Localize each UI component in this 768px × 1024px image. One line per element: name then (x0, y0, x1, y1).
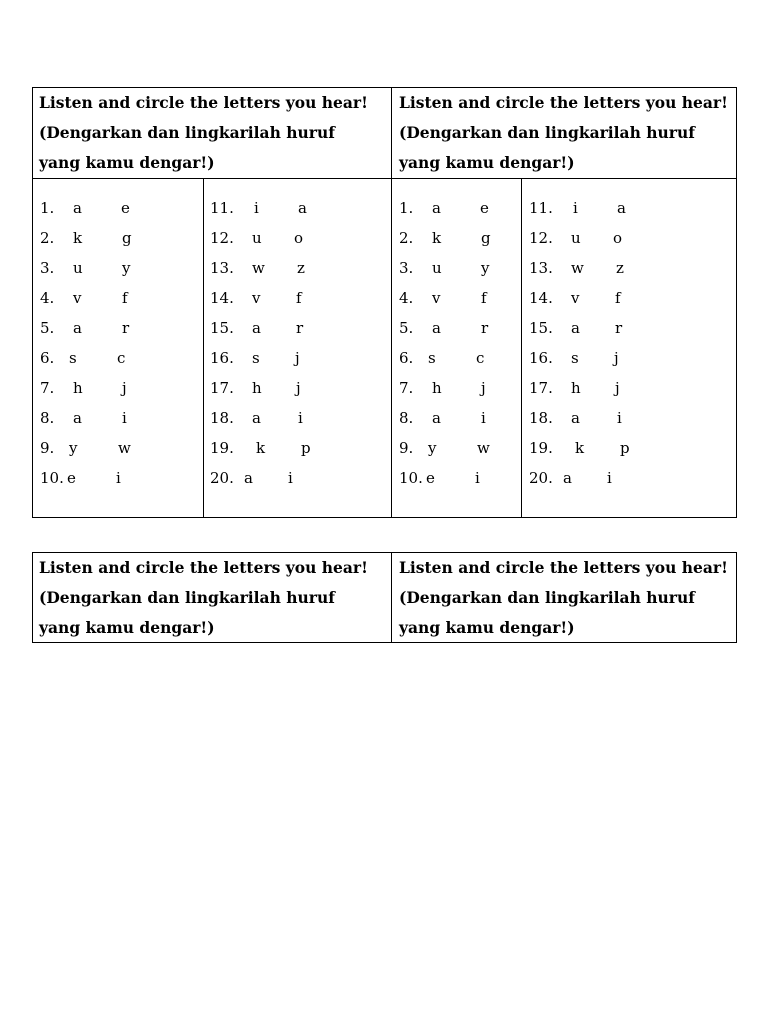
letter-option-a[interactable]: k (256, 439, 266, 457)
item-number: 19. (529, 439, 553, 457)
letter-option-b[interactable]: y (122, 259, 131, 277)
letter-option-a[interactable]: u (252, 229, 262, 247)
instruction-line-1: Listen and circle the letters you hear! (399, 558, 728, 577)
letter-option-a[interactable]: a (432, 199, 441, 217)
item-number: 16. (529, 349, 553, 367)
letter-option-a[interactable]: a (252, 319, 261, 337)
letter-option-b[interactable]: r (296, 319, 304, 337)
letter-option-a[interactable]: s (571, 349, 579, 367)
letter-option-b[interactable]: j (615, 379, 620, 397)
item-number: 17. (210, 379, 234, 397)
letter-option-a[interactable]: a (563, 469, 572, 487)
letter-option-b[interactable]: i (288, 469, 293, 487)
instruction-right (399, 553, 728, 643)
letter-option-a[interactable]: w (571, 259, 584, 277)
item-number: 5. (399, 319, 414, 337)
letter-option-b[interactable]: p (620, 439, 630, 457)
item-number: 11. (529, 199, 553, 217)
letter-option-b[interactable]: z (297, 259, 305, 277)
letter-option-b[interactable]: r (122, 319, 130, 337)
letter-option-a[interactable]: v (571, 289, 580, 307)
letter-option-a[interactable]: s (252, 349, 260, 367)
instruction-line-1: Listen and circle the letters you hear! (39, 93, 368, 112)
letter-option-a[interactable]: s (428, 349, 436, 367)
header-divider (33, 178, 736, 179)
item-number: 6. (399, 349, 414, 367)
letter-option-a[interactable]: a (432, 319, 441, 337)
instruction-line-3: yang kamu dengar!) (399, 618, 575, 637)
item-number: 13. (210, 259, 234, 277)
letter-option-b[interactable]: r (615, 319, 623, 337)
item-number: 3. (40, 259, 55, 277)
instruction-line-2: (Dengarkan dan lingkarilah huruf (39, 123, 335, 142)
letter-option-a[interactable]: h (432, 379, 442, 397)
letter-option-b[interactable]: i (116, 469, 121, 487)
letter-option-a[interactable]: v (252, 289, 261, 307)
letter-option-a[interactable]: u (73, 259, 83, 277)
letter-option-a[interactable]: v (73, 289, 82, 307)
item-number: 14. (529, 289, 553, 307)
item-number: 9. (399, 439, 414, 457)
letter-option-b[interactable]: f (481, 289, 487, 307)
item-number: 20. (529, 469, 553, 487)
item-number: 3. (399, 259, 414, 277)
letter-option-a[interactable]: s (69, 349, 77, 367)
item-number: 20. (210, 469, 234, 487)
letter-option-a[interactable]: y (428, 439, 437, 457)
item-number: 4. (40, 289, 55, 307)
letter-option-b[interactable]: y (481, 259, 490, 277)
letter-option-a[interactable]: w (252, 259, 265, 277)
worksheet-table-2 (32, 552, 737, 643)
item-number: 11. (210, 199, 234, 217)
letter-option-b[interactable]: j (614, 349, 619, 367)
letter-option-b[interactable]: r (481, 319, 489, 337)
letter-option-b[interactable]: i (481, 409, 486, 427)
instruction-line-1: Listen and circle the letters you hear! (399, 93, 728, 112)
letter-option-b[interactable]: f (296, 289, 302, 307)
item-number: 9. (40, 439, 55, 457)
letter-option-b[interactable]: f (615, 289, 621, 307)
item-number: 15. (529, 319, 553, 337)
item-number: 14. (210, 289, 234, 307)
item-number: 10. (40, 469, 64, 487)
letter-option-a[interactable]: h (73, 379, 83, 397)
letter-option-b[interactable]: c (117, 349, 126, 367)
item-number: 1. (399, 199, 414, 217)
item-number: 5. (40, 319, 55, 337)
instruction-line-3: yang kamu dengar!) (399, 153, 575, 172)
item-number: 8. (399, 409, 414, 427)
letter-option-a[interactable]: a (73, 319, 82, 337)
item-number: 7. (399, 379, 414, 397)
item-number: 8. (40, 409, 55, 427)
letter-option-a[interactable]: k (432, 229, 442, 247)
item-number: 18. (210, 409, 234, 427)
letter-option-a[interactable]: a (571, 409, 580, 427)
column-divider-main (391, 553, 392, 642)
letter-option-b[interactable]: z (616, 259, 624, 277)
letter-option-a[interactable]: a (244, 469, 253, 487)
instruction-line-2: (Dengarkan dan lingkarilah huruf (399, 123, 695, 142)
letter-option-a[interactable]: h (252, 379, 262, 397)
item-number: 18. (529, 409, 553, 427)
instruction-line-3: yang kamu dengar!) (39, 618, 215, 637)
item-number: 6. (40, 349, 55, 367)
letter-option-a[interactable]: k (575, 439, 585, 457)
item-number: 10. (399, 469, 423, 487)
worksheet-table-1 (32, 87, 737, 518)
letter-option-b[interactable]: j (296, 379, 301, 397)
instruction-line-3: yang kamu dengar!) (39, 153, 215, 172)
item-number: 17. (529, 379, 553, 397)
instruction-left (39, 88, 368, 178)
letter-option-b[interactable]: g (481, 229, 491, 247)
item-number: 4. (399, 289, 414, 307)
letter-option-b[interactable]: o (294, 229, 304, 247)
letter-option-a[interactable]: i (573, 199, 578, 217)
letter-option-b[interactable]: c (476, 349, 485, 367)
letter-option-a[interactable]: a (432, 409, 441, 427)
instruction-line-2: (Dengarkan dan lingkarilah huruf (399, 588, 695, 607)
item-number: 12. (210, 229, 234, 247)
letter-option-b[interactable]: f (122, 289, 128, 307)
item-number: 15. (210, 319, 234, 337)
column-divider-right (521, 178, 522, 517)
item-number: 16. (210, 349, 234, 367)
letter-option-b[interactable]: p (301, 439, 311, 457)
letter-option-a[interactable]: h (571, 379, 581, 397)
letter-option-a[interactable]: v (432, 289, 441, 307)
letter-option-b[interactable]: i (617, 409, 622, 427)
letter-option-b[interactable]: j (295, 349, 300, 367)
letter-option-a[interactable]: e (426, 469, 435, 487)
letter-option-b[interactable]: e (480, 199, 489, 217)
instruction-right (399, 88, 728, 178)
letter-option-b[interactable]: i (475, 469, 480, 487)
letter-option-a[interactable]: k (73, 229, 83, 247)
letter-option-a[interactable]: y (69, 439, 78, 457)
letter-option-a[interactable]: a (571, 319, 580, 337)
item-number: 12. (529, 229, 553, 247)
letter-option-b[interactable]: a (617, 199, 626, 217)
letter-option-b[interactable]: w (118, 439, 131, 457)
letter-option-a[interactable]: a (73, 199, 82, 217)
column-divider-left (203, 178, 204, 517)
item-number: 7. (40, 379, 55, 397)
item-number: 2. (40, 229, 55, 247)
instruction-line-1: Listen and circle the letters you hear! (39, 558, 368, 577)
letter-option-b[interactable]: g (122, 229, 132, 247)
letter-option-b[interactable]: i (298, 409, 303, 427)
item-number: 2. (399, 229, 414, 247)
letter-option-b[interactable]: j (122, 379, 127, 397)
item-number: 1. (40, 199, 55, 217)
letter-option-b[interactable]: i (122, 409, 127, 427)
letter-option-a[interactable]: i (254, 199, 259, 217)
item-number: 19. (210, 439, 234, 457)
letter-option-b[interactable]: i (607, 469, 612, 487)
letter-option-a[interactable]: e (67, 469, 76, 487)
instruction-line-2: (Dengarkan dan lingkarilah huruf (39, 588, 335, 607)
item-number: 13. (529, 259, 553, 277)
letter-option-b[interactable]: j (481, 379, 486, 397)
letter-option-b[interactable]: a (298, 199, 307, 217)
letter-option-a[interactable]: u (571, 229, 581, 247)
column-divider-main (391, 88, 392, 517)
letter-option-b[interactable]: o (613, 229, 623, 247)
letter-option-a[interactable]: a (73, 409, 82, 427)
letter-option-b[interactable]: w (477, 439, 490, 457)
letter-option-a[interactable]: a (252, 409, 261, 427)
instruction-left (39, 553, 368, 643)
letter-option-b[interactable]: e (121, 199, 130, 217)
letter-option-a[interactable]: u (432, 259, 442, 277)
